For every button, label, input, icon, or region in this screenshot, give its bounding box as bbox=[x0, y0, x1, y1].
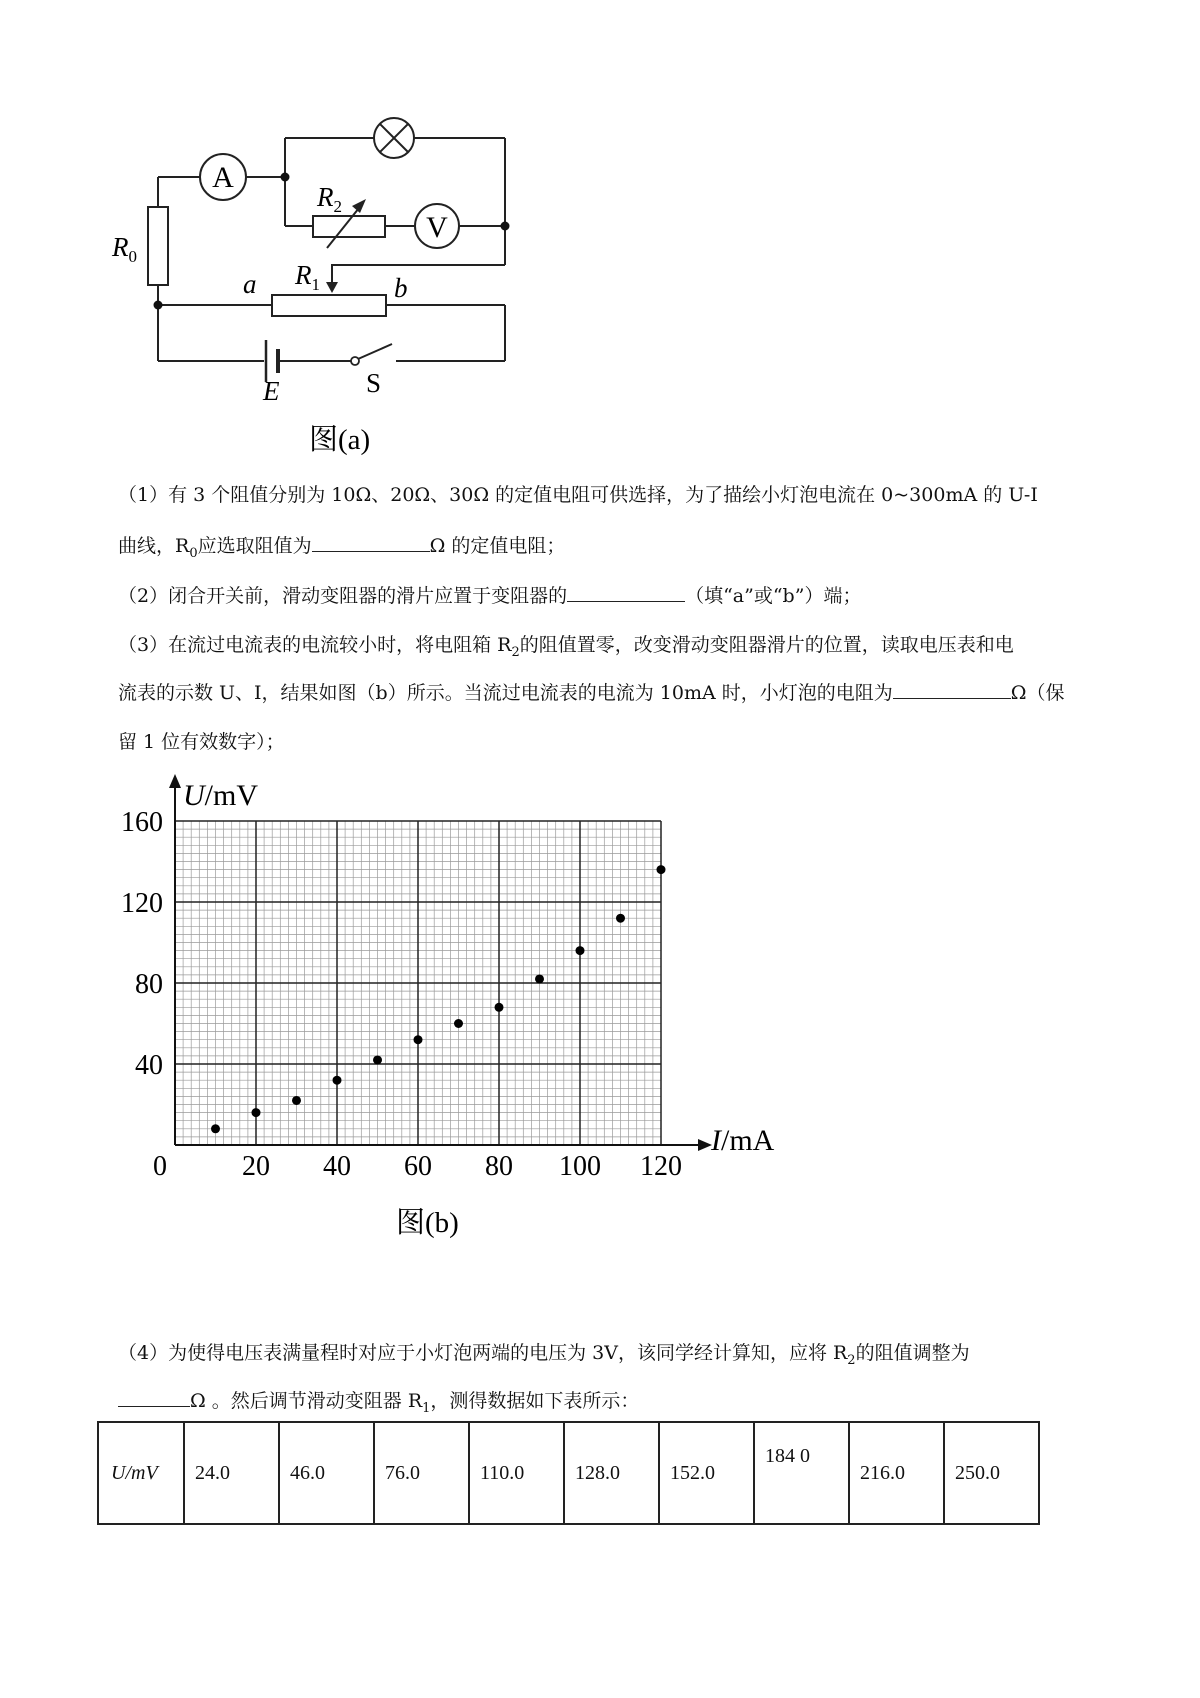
slider-arrowhead bbox=[326, 282, 338, 293]
y-tick-label: 80 bbox=[135, 969, 163, 1000]
table-cell: 110.0 bbox=[469, 1422, 564, 1524]
y-tick-label: 120 bbox=[121, 888, 163, 919]
rheostat-r1 bbox=[272, 295, 386, 316]
q2-text-a: （2）闭合开关前，滑动变阻器的滑片应置于变阻器的 bbox=[118, 585, 568, 607]
switch-label: S bbox=[366, 368, 382, 398]
x-axis-arrow bbox=[698, 1139, 712, 1151]
q1-subscript: 0 bbox=[189, 545, 198, 561]
q4-text-b: 的阻值调整为 bbox=[855, 1342, 970, 1364]
x-tick-label: 40 bbox=[323, 1151, 351, 1182]
figure-a-caption: 图(a) bbox=[309, 424, 371, 456]
q4-text-c: Ω 。然后调节滑动变阻器 R bbox=[190, 1390, 423, 1412]
resistor-r0 bbox=[148, 207, 168, 285]
data-point bbox=[414, 1035, 423, 1044]
r0-label: $R_0$ bbox=[112, 232, 137, 266]
junction-dot bbox=[154, 301, 163, 310]
q4-subscript-a: 2 bbox=[847, 1352, 856, 1368]
question-1-line-1: （1）有 3 个阻值分别为 10Ω、20Ω、30Ω 的定值电阻可供选择，为了描绘小灯泡电流在 0~300mA 的 U-I bbox=[118, 484, 1038, 506]
q2-text-b: （填“a”或“b”）端； bbox=[685, 585, 862, 607]
u-i-chart bbox=[0, 770, 820, 1250]
table-cell: 184 0 bbox=[754, 1422, 849, 1524]
x-tick-label: 20 bbox=[242, 1151, 270, 1182]
table-cell: 24.0 bbox=[184, 1422, 279, 1524]
r2-label: $R_2$ bbox=[317, 182, 342, 216]
q4-text-d: ，测得数据如下表所示： bbox=[430, 1390, 640, 1412]
x-tick-label: 0 bbox=[153, 1151, 167, 1182]
answer-blank-r0[interactable] bbox=[312, 533, 430, 552]
y-tick-label: 160 bbox=[121, 807, 163, 838]
y-tick-label: 40 bbox=[135, 1050, 163, 1081]
q3-text-a: （3）在流过电流表的电流较小时，将电阻箱 R bbox=[118, 634, 512, 656]
r1-label: $R_1$ bbox=[295, 260, 320, 294]
junction-dot bbox=[501, 222, 510, 231]
data-point bbox=[333, 1076, 342, 1085]
question-3-line-3: 留 1 位有效数字）； bbox=[118, 731, 285, 753]
junction-dot bbox=[281, 173, 290, 182]
chart-axes bbox=[169, 774, 712, 1151]
data-point bbox=[495, 1003, 504, 1012]
battery-label: E bbox=[263, 376, 280, 406]
answer-blank-lamp-resistance[interactable] bbox=[893, 680, 1011, 699]
x-axis-label: I/mA bbox=[711, 1124, 775, 1157]
answer-blank-r2[interactable] bbox=[118, 1388, 190, 1407]
data-point bbox=[576, 946, 585, 955]
table-header-cell: U/mV bbox=[98, 1422, 184, 1524]
question-3-line-1 bbox=[118, 632, 1014, 666]
question-2 bbox=[118, 583, 861, 609]
table-row bbox=[98, 1422, 1039, 1524]
data-point bbox=[535, 974, 544, 983]
q4-text-a: （4）为使得电压表满量程时对应于小灯泡两端的电压为 3V，该同学经计算知，应将 R bbox=[118, 1342, 848, 1364]
ammeter-label: A bbox=[212, 161, 234, 194]
q3-text-b: 的阻值置零，改变滑动变阻器滑片的位置，读取电压表和电 bbox=[519, 634, 1014, 656]
table-cell: 216.0 bbox=[849, 1422, 944, 1524]
x-tick-label: 120 bbox=[640, 1151, 682, 1182]
data-point bbox=[657, 865, 666, 874]
question-4-line-2 bbox=[118, 1388, 639, 1422]
q3-text-c: 流表的示数 U、I，结果如图（b）所示。当流过电流表的电流为 10mA 时，小灯泡的电阻为 bbox=[118, 682, 893, 704]
variable-arrowhead bbox=[352, 199, 366, 213]
q1-text-b: 应选取阻值为 bbox=[197, 535, 312, 557]
circuit-diagram bbox=[0, 0, 1200, 470]
table-cell: 76.0 bbox=[374, 1422, 469, 1524]
q1-text-c: Ω 的定值电阻； bbox=[429, 535, 566, 557]
table-cell: 250.0 bbox=[944, 1422, 1039, 1524]
table-cell: 46.0 bbox=[279, 1422, 374, 1524]
switch-contact bbox=[351, 357, 359, 365]
voltmeter-label: V bbox=[426, 211, 448, 244]
question-3-line-2 bbox=[118, 680, 1064, 706]
y-axis-label: U/mV bbox=[183, 779, 259, 812]
end-b-label: b bbox=[394, 273, 408, 303]
question-4-line-1 bbox=[118, 1340, 970, 1374]
data-point bbox=[616, 914, 625, 923]
data-table bbox=[97, 1421, 1040, 1525]
table-cell: 128.0 bbox=[564, 1422, 659, 1524]
data-point bbox=[211, 1124, 220, 1133]
data-point bbox=[252, 1108, 261, 1117]
x-tick-label: 60 bbox=[404, 1151, 432, 1182]
figure-b-caption: 图(b) bbox=[396, 1207, 459, 1239]
data-point bbox=[292, 1096, 301, 1105]
end-a-label: a bbox=[243, 269, 257, 299]
q3-text-d: Ω（保 bbox=[1010, 682, 1065, 704]
data-point bbox=[373, 1055, 382, 1064]
x-tick-label: 80 bbox=[485, 1151, 513, 1182]
q4-subscript-b: 1 bbox=[422, 1400, 431, 1416]
data-point bbox=[454, 1019, 463, 1028]
table-cell: 152.0 bbox=[659, 1422, 754, 1524]
answer-blank-slider-end[interactable] bbox=[567, 583, 685, 602]
q1-text-a: 曲线，R bbox=[118, 535, 190, 557]
x-tick-label: 100 bbox=[559, 1151, 601, 1182]
question-1-line-2 bbox=[118, 533, 565, 567]
q3-subscript: 2 bbox=[511, 644, 520, 660]
y-axis-arrow bbox=[169, 774, 181, 788]
